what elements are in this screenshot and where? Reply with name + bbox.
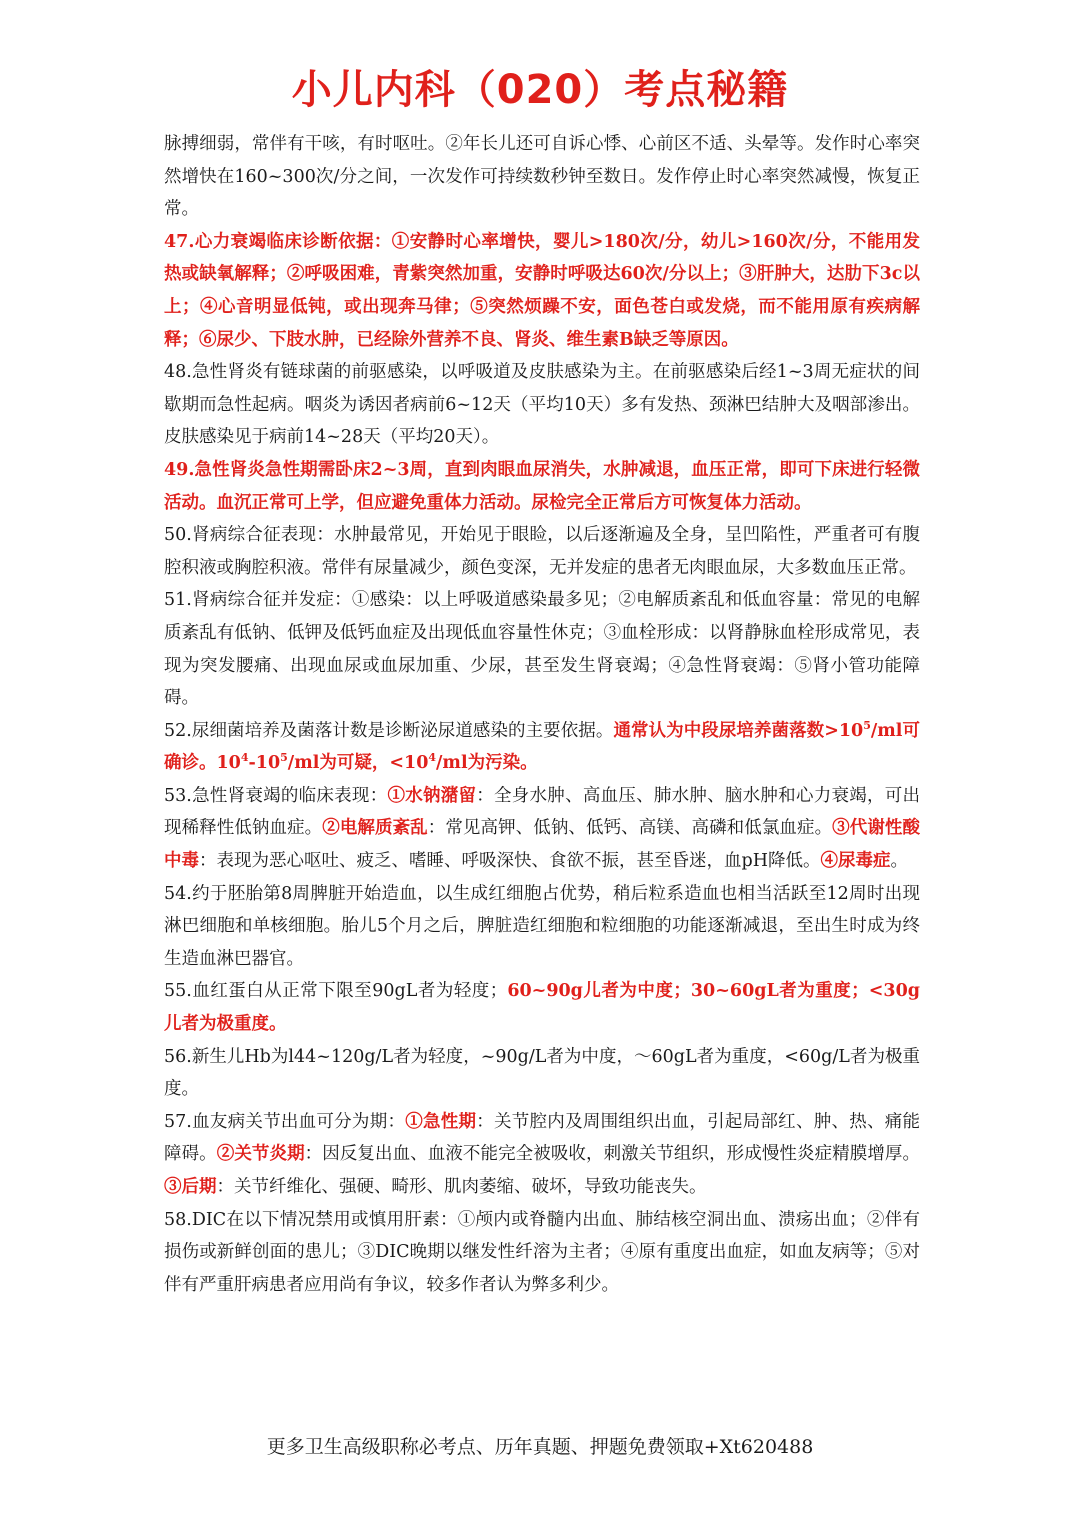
highlight-text: ③后期: [164, 1177, 217, 1197]
paragraph-item: [164, 780, 920, 878]
paragraph-item: [164, 1106, 920, 1204]
highlight-text: -10: [248, 753, 281, 774]
paragraph-item: [164, 519, 920, 584]
highlight-text: 60~90g儿者为中度；30~60gL者为重度；<30g儿者为极重度。: [164, 981, 920, 1035]
paragraph-item: [164, 128, 920, 226]
footer-promo-text: 更多卫生高级职称必考点、历年真题、押题免费领取+Xt620488: [266, 1436, 814, 1458]
body-text: ：因反复出血、血液不能完全被吸收，刺激关节组织，形成慢性炎症精膜增厚。: [304, 1144, 921, 1165]
body-text: 56.新生儿Hb为l44~120g/L者为轻度，~90g/L者为中度，～60gL者为重度，<60g/L者为极重度。: [164, 1046, 920, 1100]
body-text: 脉搏细弱，常伴有干咳，有时呕吐。②年长儿还可自诉心悸、心前区不适、头晕等。发作时心率突然增快在160~300次/分之间，一次发作可持续数秒钟至数日。发作停止时心率突然减慢，恢复正常。: [164, 134, 920, 220]
page-title: 小儿内科（020）考点秘籍: [291, 67, 789, 113]
highlight-text: /ml可确诊。10: [164, 720, 920, 774]
highlight-text: 通常认为中段尿培养菌落数>10: [613, 720, 864, 741]
highlight-text: ②关节炎期: [216, 1144, 305, 1165]
highlight-text: 49.急性肾炎急性期需卧床2~3周，直到肉眼血尿消失，水肿减退，血压正常，即可下床进行轻微活动。血沉正常可上学，但应避免重体力活动。尿检完全正常后方可恢复体力活动。: [164, 459, 920, 513]
paragraph-item: [164, 356, 920, 454]
paragraph-item: [164, 1041, 920, 1106]
paragraph-item: [164, 715, 920, 780]
highlight-text: 5: [863, 718, 871, 732]
body-text: 52.尿细菌培养及菌落计数是诊断泌尿道感染的主要依据。: [164, 720, 614, 741]
highlight-text: /ml为污染。: [436, 753, 538, 774]
highlight-text: ④尿毒症: [820, 851, 891, 872]
highlight-text: 47.心力衰竭临床诊断依据：①安静时心率增快，婴儿>180次/分，幼儿>160次/分，不能用发热或缺氧解释；②呼吸困难，青紫突然加重，安静时呼吸达60次/分以上；③肝肿大，达肋下3c以上；④心音明显低钝，或出现奔马律；⑤突然烦躁不安，面色苍白或发烧，而不能用原有疾病解释；⑥尿少、下肢水肿，已经除外营养不良、肾炎、维生素B缺乏等原因。: [164, 231, 920, 350]
body-text: 55.血红蛋白从正常下限至90gL者为轻度；: [164, 981, 508, 1002]
body-text: ：常见高钾、低钠、低钙、高镁、高磷和低氯血症。: [427, 818, 833, 839]
paragraph-item: [164, 226, 920, 356]
highlight-text: ①急性期: [405, 1111, 477, 1132]
document-body: [164, 128, 920, 1301]
body-text: 57.血友病关节出血可分为期：: [164, 1111, 406, 1132]
highlight-text: 4: [428, 751, 437, 765]
paragraph-item: [164, 1204, 920, 1302]
highlight-text: 4: [240, 751, 249, 765]
body-text: 58.DIC在以下情况禁用或慎用肝素：①颅内或脊髓内出血、肺结核空洞出血、溃疡出血；②伴有损伤或新鲜创面的患儿；③DIC晚期以继发性纤溶为主者；④原有重度出血症，如血友病等；⑤对伴有严重肝病患者应用尚有争议，较多作者认为弊多利少。: [164, 1209, 920, 1295]
body-text: 53.急性肾衰竭的临床表现：: [164, 785, 388, 806]
paragraph-item: [164, 975, 920, 1040]
body-text: 54.约于胚胎第8周脾脏开始造血，以生成红细胞占优势，稍后粒系造血也相当活跃至12周时出现淋巴细胞和单核细胞。胎儿5个月之后，脾脏造红细胞和粒细胞的功能逐渐减退，至出生时成为终生造血淋巴器官。: [164, 883, 920, 969]
body-text: ：关节纤维化、强硬、畸形、肌肉萎缩、破坏，导致功能丧失。: [216, 1177, 707, 1197]
body-text: 48.急性肾炎有链球菌的前驱感染，以呼吸道及皮肤感染为主。在前驱感染后经1~3周无症状的间歇期而急性起病。咽炎为诱因者病前6~12天（平均10天）多有发热、颈淋巴结肿大及咽部渗出。皮肤感染见于病前14~28天（平均20天）。: [164, 362, 920, 448]
highlight-text: 5: [280, 751, 288, 765]
body-text: ：关节腔内及周围组织出血，引起局部红、肿、热、痛能障碍。: [164, 1111, 921, 1165]
body-text: ：全身水肿、高血压、肺水肿、脑水肿和心力衰竭，可出现稀释性低钠血症。: [164, 785, 921, 839]
body-text: 51.肾病综合征并发症：①感染：以上呼吸道感染最多见；②电解质紊乱和低血容量：常见的电解质紊乱有低钠、低钾及低钙血症及出现低血容量性休克；③血栓形成：以肾静脉血栓形成常见，表现为突发腰痛、出现血尿或血尿加重、少尿，甚至发生肾衰竭；④急性肾衰竭：⑤肾小管功能障碍。: [164, 590, 920, 709]
highlight-text: /ml为可疑，<10: [287, 753, 429, 774]
body-text: 50.肾病综合征表现：水肿最常见，开始见于眼睑，以后逐渐遍及全身，呈凹陷性，严重者可有腹腔积液或胸腔积液。常伴有尿量减少，颜色变深，无并发症的患者无肉眼血尿，大多数血压正常。: [164, 525, 920, 578]
highlight-text: ②电解质紊乱: [322, 818, 428, 839]
highlight-text: ①水钠潴留: [387, 785, 477, 806]
body-text: 。: [890, 851, 908, 872]
paragraph-item: [164, 878, 920, 976]
body-text: ：表现为恶心呕吐、疲乏、嗜睡、呼吸深快、食欲不振，甚至昏迷，血pH降低。: [199, 851, 821, 872]
paragraph-item: [164, 584, 920, 714]
paragraph-item: [164, 454, 920, 519]
highlight-text: ③代谢性酸中毒: [164, 818, 921, 872]
